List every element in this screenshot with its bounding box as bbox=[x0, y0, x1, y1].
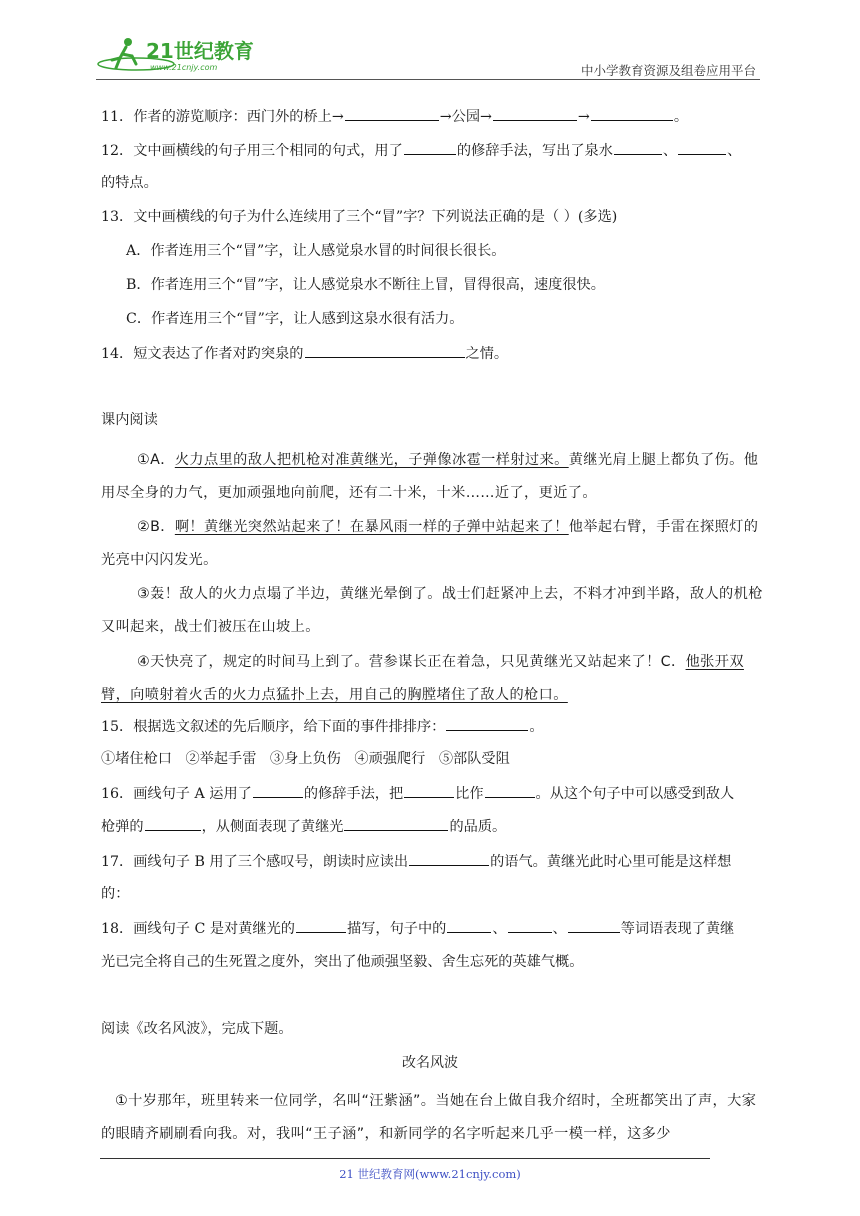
question-12: 12．文中画横线的句子用三个相同的句式，用了 的修辞手法，写出了泉水 、 、 bbox=[101, 140, 741, 161]
passage-paragraph-4: ④天快亮了，规定的时间马上到了。营参谋长正在着急，只见黄继光又站起来了！C．他张开双臂，向喷射着火舌的火力点猛扑上去，用自己的胸膛堵住了敌人的枪口。 bbox=[101, 654, 744, 703]
platform-label: 中小学教育资源及组卷应用平台 bbox=[580, 63, 756, 78]
answer-blank[interactable] bbox=[508, 918, 552, 933]
answer-blank[interactable] bbox=[493, 106, 577, 121]
answer-blank[interactable] bbox=[614, 140, 662, 155]
answer-blank[interactable] bbox=[305, 343, 465, 358]
logo-url: www.21cnjy.com bbox=[150, 63, 218, 72]
option-c[interactable]: C．作者连用三个“冒”字，让人感到这泉水很有活力。 bbox=[126, 311, 464, 327]
passage-paragraph: ①十岁那年，班里转来一位同学，名叫“汪紫涵”。当她在台上做自我介绍时，全班都笑出了声，大家的眼睛齐刷刷看向我。对，我叫“王子涵”，和新同学的名字听起来几乎一模一样，这多少 bbox=[101, 1093, 757, 1142]
question-17-cont: 的： bbox=[101, 886, 130, 902]
reading-intro: 阅读《改名风波》，完成下题。 bbox=[101, 1021, 293, 1037]
answer-blank[interactable] bbox=[145, 816, 201, 831]
underlined-sentence-b: 啊！黄继光突然站起来了！在暴风雨一样的子弹中站起来了！ bbox=[174, 519, 569, 535]
question-14: 14．短文表达了作者对趵突泉的 之情。 bbox=[101, 343, 508, 364]
underlined-sentence-c: 他张开双臂，向喷射着火舌的火力点猛扑上去，用自己的胸膛堵住了敌人的枪口。 bbox=[101, 654, 744, 703]
answer-blank[interactable] bbox=[404, 783, 454, 798]
question-13-stem: 13．文中画横线的句子为什么连续用了三个“冒”字？下列说法正确的是（ ）(多选) bbox=[101, 209, 618, 225]
answer-blank[interactable] bbox=[446, 716, 528, 731]
question-11: 11．作者的游览顺序：西门外的桥上→ →公园→ → 。 bbox=[101, 106, 688, 127]
underlined-sentence-a: 火力点里的敌人把机枪对准黄继光，子弹像冰雹一样射过来。 bbox=[174, 452, 569, 468]
passage-paragraph-3: ③轰！敌人的火力点塌了半边，黄继光晕倒了。战士们赶紧冲上去，不料才冲到半路，敌人的机枪又叫起来，战士们被压在山坡上。 bbox=[101, 586, 763, 635]
question-15-options: ①堵住枪口 ②举起手雷 ③身上负伤 ④顽强爬行 ⑤部队受阻 bbox=[101, 751, 510, 767]
passage-title: 改名风波 bbox=[402, 1055, 458, 1071]
option-b[interactable]: B．作者连用三个“冒”字，让人感觉泉水不断往上冒，冒得很高，速度很快。 bbox=[126, 277, 605, 293]
answer-blank[interactable] bbox=[591, 106, 673, 121]
answer-blank[interactable] bbox=[253, 783, 303, 798]
header-divider bbox=[96, 79, 760, 80]
answer-blank[interactable] bbox=[485, 783, 535, 798]
question-18: 18．画线句子 C 是对黄继光的 描写，句子中的 、 、 等词语表现了黄继 bbox=[101, 918, 734, 939]
question-12-cont: 的特点。 bbox=[101, 175, 158, 191]
answer-blank[interactable] bbox=[345, 106, 439, 121]
answer-blank[interactable] bbox=[568, 918, 620, 933]
question-17: 17．画线句子 B 用了三个感叹号，朗读时应读出 的语气。黄继光此时心里可能是这样想 bbox=[101, 851, 731, 872]
footer-link[interactable]: 21 世纪教育网(www.21cnjy.com) bbox=[339, 1167, 521, 1181]
answer-blank[interactable] bbox=[344, 816, 448, 831]
question-16-cont: 枪弹的 ，从侧面表现了黄继光 的品质。 bbox=[101, 816, 506, 837]
answer-blank[interactable] bbox=[296, 918, 346, 933]
logo-text: 21世纪教育 bbox=[146, 39, 254, 63]
answer-blank[interactable] bbox=[678, 140, 726, 155]
passage-paragraph-2: ②B．啊！黄继光突然站起来了！在暴风雨一样的子弹中站起来了！他举起右臂，手雷在探照灯的光亮中闪闪发光。 bbox=[101, 519, 759, 568]
passage-paragraph-1: ①A．火力点里的敌人把机枪对准黄继光，子弹像冰雹一样射过来。黄继光肩上腿上都负了伤。他用尽全身的力气，更加顽强地向前爬，还有二十米，十米……近了，更近了。 bbox=[101, 452, 759, 501]
question-15: 15．根据选文叙述的先后顺序，给下面的事件排排序： 。 bbox=[101, 716, 544, 737]
answer-blank[interactable] bbox=[404, 140, 456, 155]
question-16: 16．画线句子 A 运用了 的修辞手法，把 比作 。从这个句子中可以感受到敌人 bbox=[101, 783, 734, 804]
section-title: 课内阅读 bbox=[101, 412, 158, 428]
answer-blank[interactable] bbox=[447, 918, 491, 933]
option-a[interactable]: A．作者连用三个“冒”字，让人感觉泉水冒的时间很长很长。 bbox=[126, 243, 506, 259]
page-header bbox=[96, 34, 760, 80]
footer-divider bbox=[100, 1158, 710, 1159]
logo-icon bbox=[96, 34, 266, 76]
question-18-cont: 光已完全将自己的生死置之度外，突出了他顽强坚毅、舍生忘死的英雄气概。 bbox=[101, 954, 584, 970]
answer-blank[interactable] bbox=[409, 851, 489, 866]
